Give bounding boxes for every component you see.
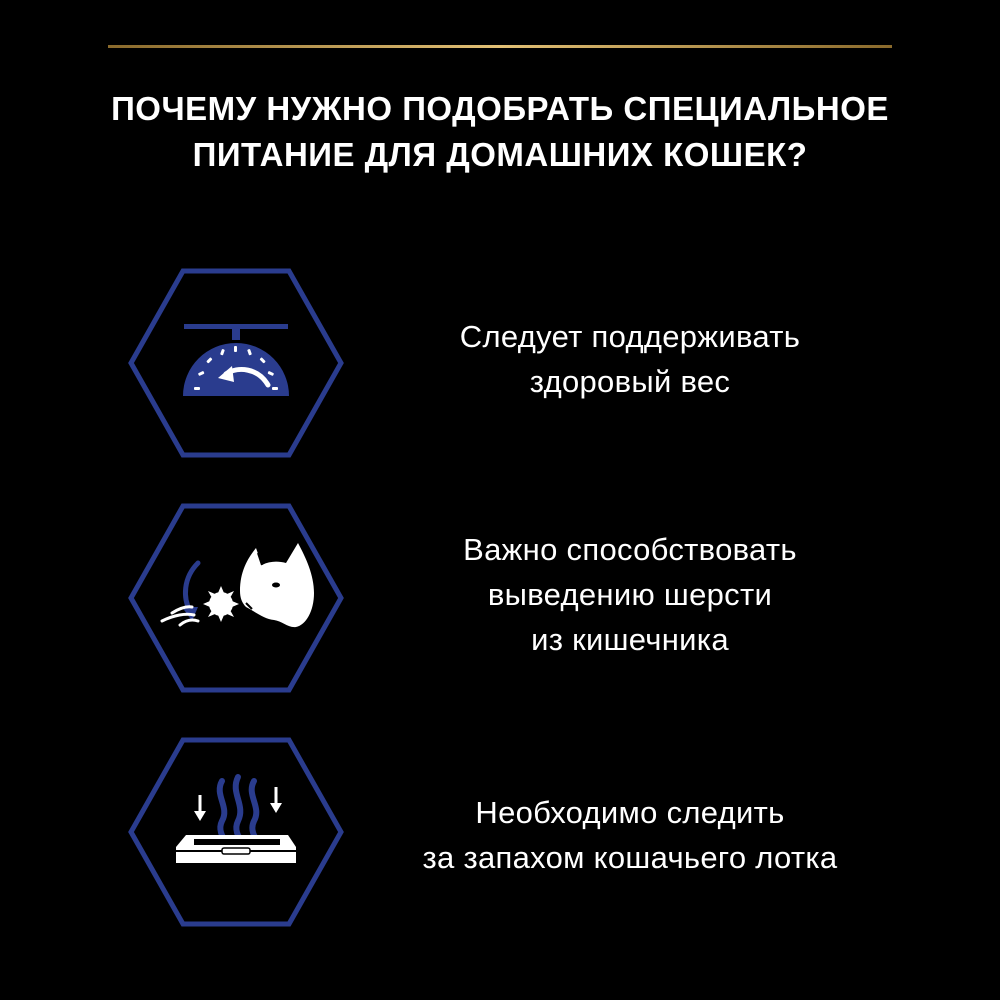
benefit-text <box>380 790 880 880</box>
hexagon-frame <box>128 503 344 693</box>
scale-icon <box>183 324 289 396</box>
benefit-item-hairball <box>0 503 1000 693</box>
hexagon-frame <box>128 268 344 458</box>
benefit-text <box>380 527 880 662</box>
litter-box-odor-icon <box>176 777 296 863</box>
title-line-1: ПОЧЕМУ НУЖНО ПОДОБРАТЬ СПЕЦИАЛЬНОЕ <box>111 90 889 127</box>
cat-hairball-icon <box>162 543 314 627</box>
benefit-line: из кишечника <box>531 622 729 657</box>
benefit-line: Необходимо следить <box>475 795 785 830</box>
page-title <box>0 86 1000 178</box>
benefit-line: здоровый вес <box>529 364 731 399</box>
benefit-line: выведению шерсти <box>487 577 773 612</box>
benefit-item-weight <box>0 268 1000 458</box>
gold-divider <box>108 45 892 48</box>
benefit-text <box>380 314 880 404</box>
benefit-line: за запахом кошачьего лотка <box>422 840 838 875</box>
benefit-line: Следует поддерживать <box>459 319 801 354</box>
title-line-2: ПИТАНИЕ ДЛЯ ДОМАШНИХ КОШЕК? <box>192 136 808 173</box>
hexagon-frame <box>128 737 344 927</box>
benefit-item-litter <box>0 737 1000 927</box>
benefit-line: Важно способствовать <box>463 532 797 567</box>
